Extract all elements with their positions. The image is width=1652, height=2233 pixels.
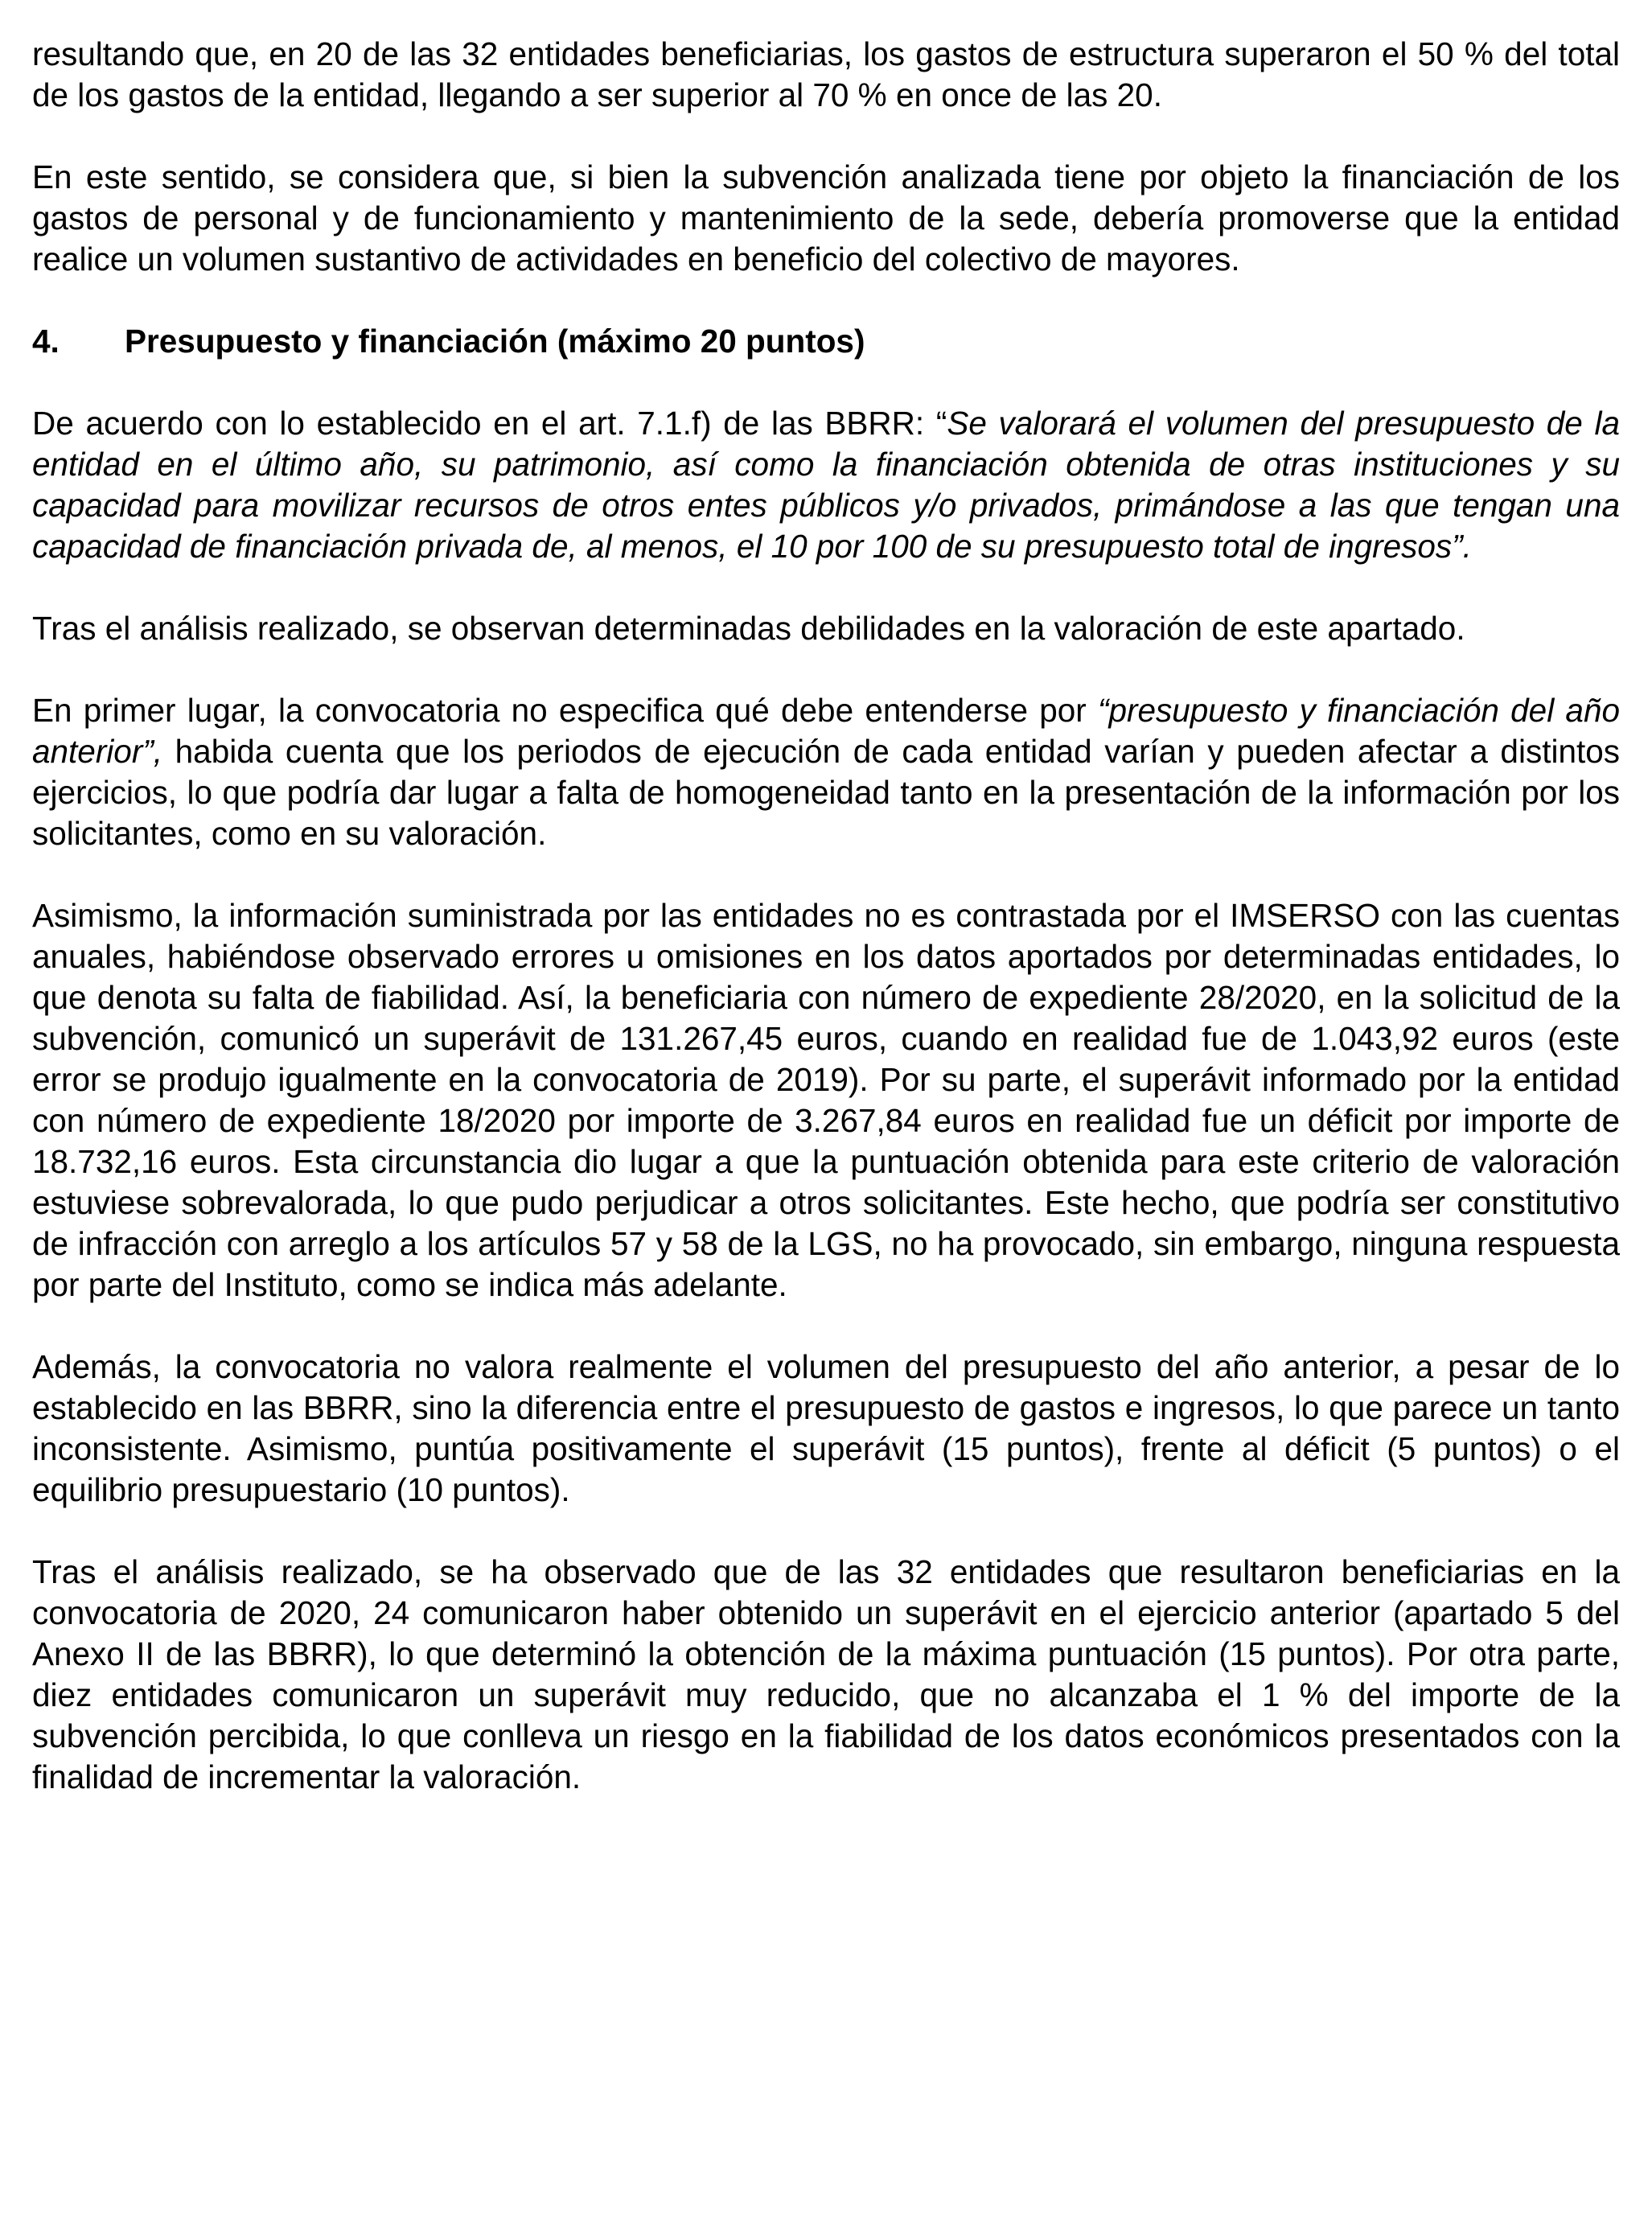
first-weakness-lead: En primer lugar, la convocatoria no especifica qué debe entenderse por [32,692,1098,729]
paragraph-weaknesses: Tras el análisis realizado, se observan determinadas debilidades en la valoración de este apartado. [32,610,1465,647]
document-page [32,34,1620,1839]
section-title: Presupuesto y financiación (máximo 20 puntos) [125,323,865,360]
paragraph-first-weakness [32,690,1620,854]
section-number: 4. [32,323,60,360]
bbrr-quote-text: Se valorará el volumen del presupuesto de la entidad en el último año, su patrimonio, así como la financiación obtenida de otras instituciones y su capacidad para movilizar recursos de otros entes públicos y/o privados, primándose a las que tengan una capacidad de financiación privada de, al menos, el 10 por 100 de su presupuesto total de ingresos”. [32,405,1621,565]
paragraph-structure-costs: resultando que, en 20 de las 32 entidades beneficiarias, los gastos de estructura superaron el 50 % del total de los gastos de la entidad, llegando a ser superior al 70 % en once de las 20. [32,35,1620,113]
paragraph-bbrr-quote [32,403,1620,567]
paragraph-superavit-analysis: Tras el análisis realizado, se ha observado que de las 32 entidades que resultaron beneficiarias en la convocatoria de 2020, 24 comunicaron haber obtenido un superávit en el ejercicio anterior (apartado 5 del Anexo II de las BBRR), lo que determinó la obtención de la máxima puntuación (15 puntos). Por otra parte, diez entidades comunicaron un superávit muy reducido, que no alcanzaba el 1 % del importe de la subvención percibida, lo que conlleva un riesgo en la fiabilidad de los datos económicos presentados con la finalidad de incrementar la valoración. [32,1553,1620,1795]
paragraph-budget-valuation: Además, la convocatoria no valora realmente el volumen del presupuesto del año anterior, a pesar de lo establecido en las BBRR, sino la diferencia entre el presupuesto de gastos e ingresos, lo que parece un tanto inconsistente. Asimismo, puntúa positivamente el superávit (15 puntos), frente al déficit (5 puntos) o el equilibrio presupuestario (10 puntos). [32,1348,1620,1508]
section-heading [32,321,1620,362]
paragraph-activities-recommendation: En este sentido, se considera que, si bien la subvención analizada tiene por objeto la financiación de los gastos de personal y de funcionamiento y mantenimiento de la sede, debería promoverse que la entidad realice un volumen sustantivo de actividades en beneficio del colectivo de mayores. [32,158,1620,278]
bbrr-quote-lead: De acuerdo con lo establecido en el art. 7.1.f) de las BBRR: “ [32,405,947,442]
first-weakness-quote: “presupuesto y financiación del año anterior”, [32,692,1620,770]
paragraph-information-errors: Asimismo, la información suministrada por las entidades no es contrastada por el IMSERSO con las cuentas anuales, habiéndose observado errores u omisiones en los datos aportados por determinadas entidades, lo que denota su falta de fiabilidad. Así, la beneficiaria con número de expediente 28/2020, en la solicitud de la subvención, comunicó un superávit de 131.267,45 euros, cuando en realidad fue de 1.043,92 euros (este error se produjo igualmente en la convocatoria de 2019). Por su parte, el superávit informado por la entidad con número de expediente 18/2020 por importe de 3.267,84 euros en realidad fue un déficit por importe de 18.732,16 euros. Esta circunstancia dio lugar a que la puntuación obtenida para este criterio de valoración estuviese sobrevalorada, lo que pudo perjudicar a otros solicitantes. Este hecho, que podría ser constitutivo de infracción con arreglo a los artículos 57 y 58 de la LGS, no ha provocado, sin embargo, ninguna respuesta por parte del Instituto, como se indica más adelante. [32,897,1620,1303]
first-weakness-tail: habida cuenta que los periodos de ejecución de cada entidad varían y pueden afectar a distintos ejercicios, lo que podría dar lugar a falta de homogeneidad tanto en la presentación de la información por los solicitantes, como en su valoración. [32,733,1620,852]
